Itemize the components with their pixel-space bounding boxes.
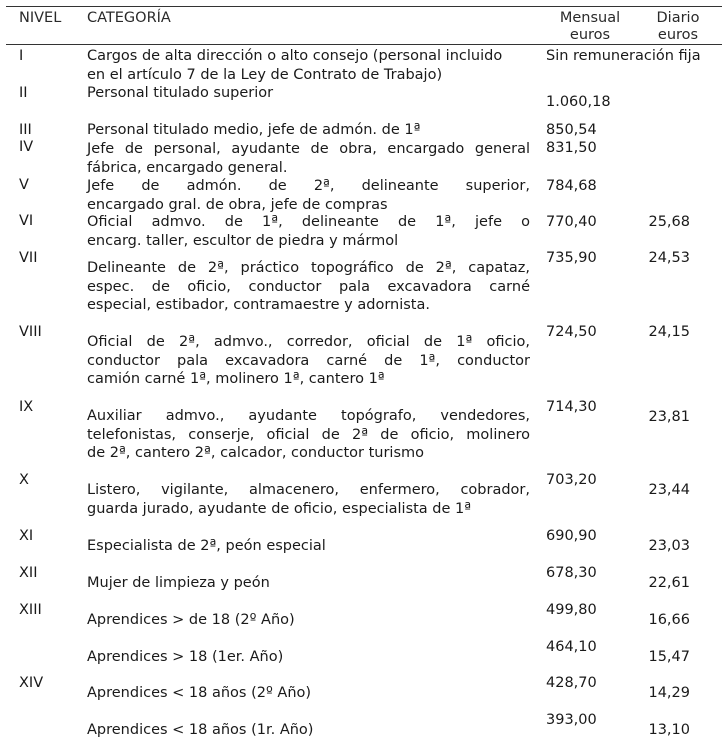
row-mensual: 724,50 bbox=[546, 324, 597, 340]
row-nivel: X bbox=[19, 472, 29, 488]
row-nivel: V bbox=[19, 177, 29, 193]
header-diario-unit: euros bbox=[657, 27, 699, 43]
row-categoria: Listero, vigilante, almacenero, enfermero, cobrador, guarda jurado, ayudante de oficio, especialista de 1ª bbox=[87, 482, 530, 517]
row-nivel: XI bbox=[19, 528, 34, 544]
row-nivel: II bbox=[19, 85, 28, 101]
row-categoria: Personal titulado medio, jefe de admón. de 1ª bbox=[87, 122, 421, 138]
row-mensual: Sin remuneración fija bbox=[546, 48, 701, 64]
row-categoria: Oficial de 2ª, admvo., corredor, oficial de 1ª oficio, conductor pala excavadora carné de 1ª, conductor camión carné 1ª, molinero 1ª, cantero 1ª bbox=[87, 334, 530, 387]
row-categoria: Personal titulado superior bbox=[87, 85, 274, 101]
row-nivel: VIII bbox=[19, 324, 42, 340]
row-categoria: Auxiliar admvo., ayudante topógrafo, vendedores, telefonistas, conserje, oficial de 2ª de oficio, molinero de 2ª, cantero 2ª, calcador, conductor turismo bbox=[87, 408, 530, 461]
row-mensual: 428,70 bbox=[546, 675, 597, 691]
row-nivel: XIII bbox=[19, 602, 42, 618]
row-categoria: Delineante de 2ª, práctico topográfico de 2ª, capataz, espec. de oficio, conductor pala excavadora carné especial, estibador, contramaestre y adornista. bbox=[87, 260, 530, 313]
row-categoria: Jefe de personal, ayudante de obra, encargado general fábrica, encargado general. bbox=[87, 141, 530, 176]
row-diario: 24,53 bbox=[648, 250, 690, 266]
row-diario: 14,29 bbox=[648, 685, 690, 701]
row-diario: 24,15 bbox=[648, 324, 690, 340]
row-categoria: Aprendices < 18 años (1r. Año) bbox=[87, 722, 314, 738]
row-mensual: 690,90 bbox=[546, 528, 597, 544]
row-mensual: 850,54 bbox=[546, 122, 597, 138]
header-mensual-unit: euros bbox=[569, 27, 611, 43]
row-mensual: 1.060,18 bbox=[546, 94, 611, 110]
row-nivel: XII bbox=[19, 565, 38, 581]
header-nivel: NIVEL bbox=[19, 10, 62, 26]
header-diario: Diario bbox=[656, 10, 700, 26]
row-categoria: Especialista de 2ª, peón especial bbox=[87, 538, 326, 554]
row-mensual: 714,30 bbox=[546, 399, 597, 415]
row-categoria: Jefe de admón. de 2ª, delineante superior, encargado gral. de obra, jefe de compras bbox=[87, 178, 530, 213]
header-mensual: Mensual bbox=[559, 10, 621, 26]
row-categoria: Mujer de limpieza y peón bbox=[87, 575, 270, 591]
row-mensual: 784,68 bbox=[546, 178, 597, 194]
row-mensual: 678,30 bbox=[546, 565, 597, 581]
row-nivel: IX bbox=[19, 399, 34, 415]
row-mensual: 499,80 bbox=[546, 602, 597, 618]
row-nivel: VI bbox=[19, 213, 34, 229]
row-nivel: XIV bbox=[19, 675, 44, 691]
row-mensual: 770,40 bbox=[546, 214, 597, 230]
row-nivel: VII bbox=[19, 250, 38, 266]
row-diario: 13,10 bbox=[648, 722, 690, 738]
row-mensual: 831,50 bbox=[546, 140, 597, 156]
row-nivel: III bbox=[19, 122, 32, 138]
row-diario: 25,68 bbox=[648, 214, 690, 230]
header-categoria: CATEGORÍA bbox=[87, 10, 171, 26]
row-mensual: 703,20 bbox=[546, 472, 597, 488]
row-diario: 22,61 bbox=[648, 575, 690, 591]
row-diario: 23,03 bbox=[648, 538, 690, 554]
row-nivel: I bbox=[19, 48, 24, 64]
row-categoria: Cargos de alta dirección o alto consejo (personal incluido en el artículo 7 de la Ley de Contrato de Trabajo) bbox=[87, 48, 503, 83]
table-top-rule bbox=[6, 6, 722, 7]
row-mensual: 464,10 bbox=[546, 639, 597, 655]
row-diario: 16,66 bbox=[648, 612, 690, 628]
row-mensual: 735,90 bbox=[546, 250, 597, 266]
row-diario: 15,47 bbox=[648, 649, 690, 665]
row-nivel: IV bbox=[19, 139, 34, 155]
row-categoria: Oficial admvo. de 1ª, delineante de 1ª, jefe o encarg. taller, escultor de piedra y mármol bbox=[87, 214, 530, 249]
row-categoria: Aprendices > 18 (1er. Año) bbox=[87, 649, 284, 665]
row-diario: 23,44 bbox=[648, 482, 690, 498]
row-mensual: 393,00 bbox=[546, 712, 597, 728]
row-categoria: Aprendices > de 18 (2º Año) bbox=[87, 612, 295, 628]
row-diario: 23,81 bbox=[648, 409, 690, 425]
row-categoria: Aprendices < 18 años (2º Año) bbox=[87, 685, 312, 701]
